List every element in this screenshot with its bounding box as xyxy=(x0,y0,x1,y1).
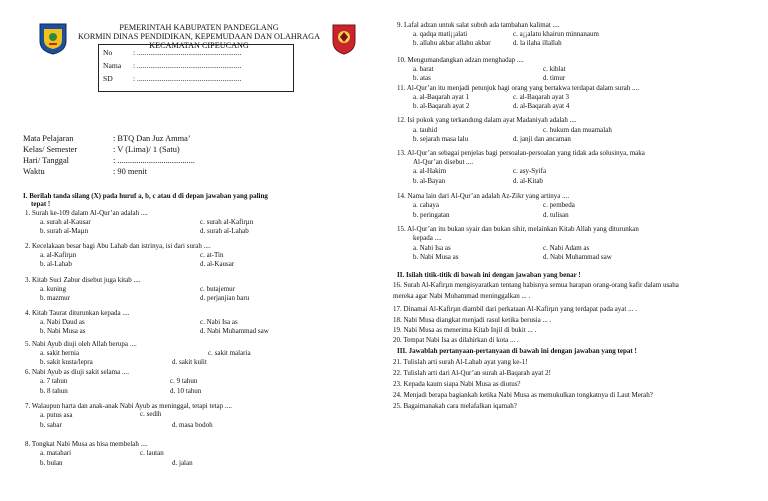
question-7: 7. Walaupun harta dan anak-anak Nabi Ayub as meninggal, tetapi tetap .... xyxy=(25,402,232,410)
question-13-cont: Al-Qur’an disebut .... xyxy=(413,158,474,166)
q9-option-c[interactable]: c. a¡¡alatu khairun minnanaum xyxy=(513,30,599,38)
q4-option-d[interactable]: d. Nabi Muhammad saw xyxy=(200,327,269,335)
question-2: 2. Kecelakaan besar bagi Abu Lahab dan istrinya, isi dari surah .... xyxy=(25,242,211,250)
q1-option-c[interactable]: c. surah al-Kafirµn xyxy=(200,218,254,226)
question-20: 20. Tempat Nabi Isa as dilahirkan di kota ... . xyxy=(393,336,519,344)
question-9: 9. Lafal adzan untuk salat subuh ada tambahan kalimat .... xyxy=(397,21,560,29)
q3-option-a[interactable]: a. kuning xyxy=(40,285,67,293)
q13-option-a[interactable]: a. al-Hakim xyxy=(413,167,447,175)
q3-option-d[interactable]: d. perjanjian baru xyxy=(200,294,250,302)
q4-option-b[interactable]: b. Nabi Musa as xyxy=(40,327,86,335)
question-8: 8. Tongkat Nabi Musa as bisa membelah .... xyxy=(25,440,148,448)
question-24: 24. Menjadi berapa bagiankah ketika Nabi Musa as memukulkan tongkatnya di Laut Merah? xyxy=(393,391,653,399)
q11-option-b[interactable]: b. al-Baqarah ayat 2 xyxy=(413,102,470,110)
question-15-cont: kepada .... xyxy=(413,234,442,242)
question-6: 6. Nabi Ayub as diuji sakit selama .... xyxy=(25,368,129,376)
question-22: 22. Tulislah arti dari Al-Qur’an surah al-Baqarah ayat 2! xyxy=(393,369,551,377)
q12-option-a[interactable]: a. tauhid xyxy=(413,126,438,134)
q12-option-d[interactable]: d. janji dan ancaman xyxy=(513,135,571,143)
q2-option-b[interactable]: b. al-Lahab xyxy=(40,260,72,268)
q3-option-b[interactable]: b. mazmur xyxy=(40,294,70,302)
q1-option-b[interactable]: b. surah al-Maµn xyxy=(40,227,89,235)
question-23: 23. Kepada kaum siapa Nabi Musa as diutus? xyxy=(393,380,521,388)
q10-option-c[interactable]: c. kiblat xyxy=(543,65,566,73)
q2-option-c[interactable]: c. at-Tin xyxy=(200,251,224,259)
q9-option-a[interactable]: a. qadqa mati¡¡alati xyxy=(413,30,468,38)
q4-option-c[interactable]: c. Nabi Isa as xyxy=(200,318,238,326)
identity-no-label: No xyxy=(103,48,113,57)
q9-option-d[interactable]: d. la ilaha illallah xyxy=(513,39,562,47)
q2-option-d[interactable]: d. al-Kausar xyxy=(200,260,235,268)
identity-name-field[interactable]: : ....................................................... xyxy=(133,61,242,70)
q14-option-d[interactable]: d. tulisan xyxy=(543,211,569,219)
q14-option-c[interactable]: c. pembeda xyxy=(543,201,575,209)
q8-option-d[interactable]: d. jalan xyxy=(172,459,193,467)
q7-option-b[interactable]: b. sabar xyxy=(40,421,62,429)
info-date-label: Hari/ Tanggal xyxy=(23,156,70,165)
header-line-1: PEMERINTAH KABUPATEN PANDEGLANG xyxy=(119,23,279,32)
info-subject-value: : BTQ Dan Juz Amma’ xyxy=(113,134,191,143)
q4-option-a[interactable]: a. Nabi Daud as xyxy=(40,318,85,326)
header-line-2: KORMIN DINAS PENDIDIKAN, KEPEMUDAAN DAN OLAHRAGA xyxy=(78,32,320,41)
q5-option-a[interactable]: a. sakit hernia xyxy=(40,349,80,357)
identity-school-field[interactable]: : ....................................................... xyxy=(133,74,242,83)
info-time-value: : 90 menit xyxy=(113,167,147,176)
question-16: 16. Surah Al-Kafirµn mengisyaratkan tentang habisnya semua harapan orang-orang kafir dalam usaha xyxy=(393,281,679,289)
q15-option-b[interactable]: b. Nabi Musa as xyxy=(413,253,459,261)
q13-option-b[interactable]: b. al-Bayan xyxy=(413,177,446,185)
question-10: 10. Mengumandangkan adzan menghadap .... xyxy=(397,56,524,64)
section-1-title-cont: tepat ! xyxy=(31,200,51,208)
q1-option-a[interactable]: a. surah al-Kausar xyxy=(40,218,91,226)
q15-option-a[interactable]: a. Nabi Isa as xyxy=(413,244,451,252)
regency-crest-logo xyxy=(38,21,68,55)
question-17: 17. Dinamai Al-Kafirµn diambil dari perkataan Al-Kafirµn yang terdapat pada ayat ... . xyxy=(393,305,637,313)
q6-option-a[interactable]: a. 7 tahun xyxy=(40,377,68,385)
q9-option-b[interactable]: b. allahu akbar allahu akbar xyxy=(413,39,491,47)
q15-option-c[interactable]: c. Nabi Adam as xyxy=(543,244,590,252)
q10-option-a[interactable]: a. barat xyxy=(413,65,434,73)
q7-option-a[interactable]: a. putus asa xyxy=(40,411,73,419)
q14-option-b[interactable]: b. peringatan xyxy=(413,211,450,219)
section-2-title: II. Isilah titik-titik di bawah ini dengan jawaban yang benar ! xyxy=(397,271,581,279)
info-class-label: Kelas/ Semester xyxy=(23,145,78,154)
question-11: 11. Al-Qur’an itu menjadi petunjuk bagi orang yang bertakwa terdapat dalam surah .... xyxy=(397,84,640,92)
q11-option-d[interactable]: d. al-Baqarah ayat 4 xyxy=(513,102,570,110)
q6-option-d[interactable]: d. 10 tahun xyxy=(170,387,202,395)
q11-option-c[interactable]: c. al-Baqarah ayat 3 xyxy=(513,93,569,101)
q5-option-b[interactable]: b. sakit kusta/lepra xyxy=(40,358,93,366)
info-date-value[interactable]: : ..................................... xyxy=(113,156,195,165)
q2-option-a[interactable]: a. al-Kafirµn xyxy=(40,251,77,259)
question-19: 19. Nabi Musa as menerima Kitab Injil di bukit ... . xyxy=(393,326,537,334)
identity-school-label: SD xyxy=(103,74,113,83)
q3-option-c[interactable]: c. butajemur xyxy=(200,285,235,293)
question-14: 14. Nama lain dari Al-Qur’an adalah Az-Zikr yang artinya .... xyxy=(397,192,570,200)
question-3: 3. Kitab Suci Zabur disebut juga kitab .... xyxy=(25,276,141,284)
question-1: 1. Surah ke-109 dalam Al-Qur’an adalah .... xyxy=(25,209,148,217)
q8-option-a[interactable]: a. matahari xyxy=(40,449,72,457)
question-15: 15. Al-Qur’an itu bukan syair dan bukan sihir, melainkan Kitab Allah yang diturunkan xyxy=(397,225,639,233)
q7-option-d[interactable]: d. masa bodoh xyxy=(172,421,213,429)
q8-option-b[interactable]: b. bulan xyxy=(40,459,63,467)
q14-option-a[interactable]: a. cahaya xyxy=(413,201,440,209)
q12-option-b[interactable]: b. sejarah masa lalu xyxy=(413,135,469,143)
q8-option-c[interactable]: c. lautan xyxy=(140,449,164,457)
question-18: 18. Nabi Musa diangkat menjadi rasul ketika berusia ... . xyxy=(393,316,552,324)
q10-option-b[interactable]: b. atas xyxy=(413,74,431,82)
header-line-3: KECAMATAN CIPEUCANG xyxy=(149,41,249,50)
q10-option-d[interactable]: d. timur xyxy=(543,74,566,82)
section-3-title: III. Jawablah pertanyaan-pertanyaan di bawah ini dengan jawaban yang tepat ! xyxy=(397,347,637,355)
q6-option-c[interactable]: c. 9 tahun xyxy=(170,377,198,385)
question-13: 13. Al-Qur’an sebagai penjelas bagi persoalan-persoalan yang tidak ada solusinya, maka xyxy=(397,149,645,157)
identity-name-label: Nama xyxy=(103,61,122,70)
question-5: 5. Nabi Ayub diuji oleh Allah berupa .... xyxy=(25,340,137,348)
info-subject-label: Mata Pelajaran xyxy=(23,134,74,143)
question-16-cont: mereka agar Nabi Muhammad meninggalkan ... . xyxy=(393,292,531,300)
q5-option-c[interactable]: c. sakit malaria xyxy=(208,349,251,357)
question-12: 12. Isi pokok yang terkandung dalam ayat Madaniyah adalah .... xyxy=(397,116,577,124)
q5-option-d[interactable]: d. sakit kulit xyxy=(172,358,207,366)
q13-option-d[interactable]: d. al-Kitab xyxy=(513,177,543,185)
q15-option-d[interactable]: d. Nabi Muhammad saw xyxy=(543,253,612,261)
q1-option-d[interactable]: d. surah al-Lahab xyxy=(200,227,249,235)
question-21: 21. Tulislah arti surah Al-Lahab ayat yang ke-1! xyxy=(393,358,528,366)
identity-no-field[interactable]: : ....................................................... xyxy=(133,48,242,57)
info-time-label: Waktu xyxy=(23,167,45,176)
q13-option-c[interactable]: c. asy-Syifa xyxy=(513,167,547,175)
education-office-emblem xyxy=(330,22,358,55)
question-25: 25. Bagaimanakah cara melafalkan iqamah? xyxy=(393,402,517,410)
q6-option-b[interactable]: b. 8 tahun xyxy=(40,387,68,395)
q12-option-c[interactable]: c. hukum dan muamalah xyxy=(543,126,612,134)
question-4: 4. Kitab Taurat diturunkan kepada .... xyxy=(25,309,130,317)
info-class-value: : V (Lima)/ 1 (Satu) xyxy=(113,145,180,154)
q7-option-c[interactable]: c. sedih xyxy=(140,410,162,418)
section-1-title: I. Berilah tanda silang (X) pada huruf a, b, c atau d di depan jawaban yang paling xyxy=(23,192,268,200)
q11-option-a[interactable]: a. al-Baqarah ayat 1 xyxy=(413,93,469,101)
